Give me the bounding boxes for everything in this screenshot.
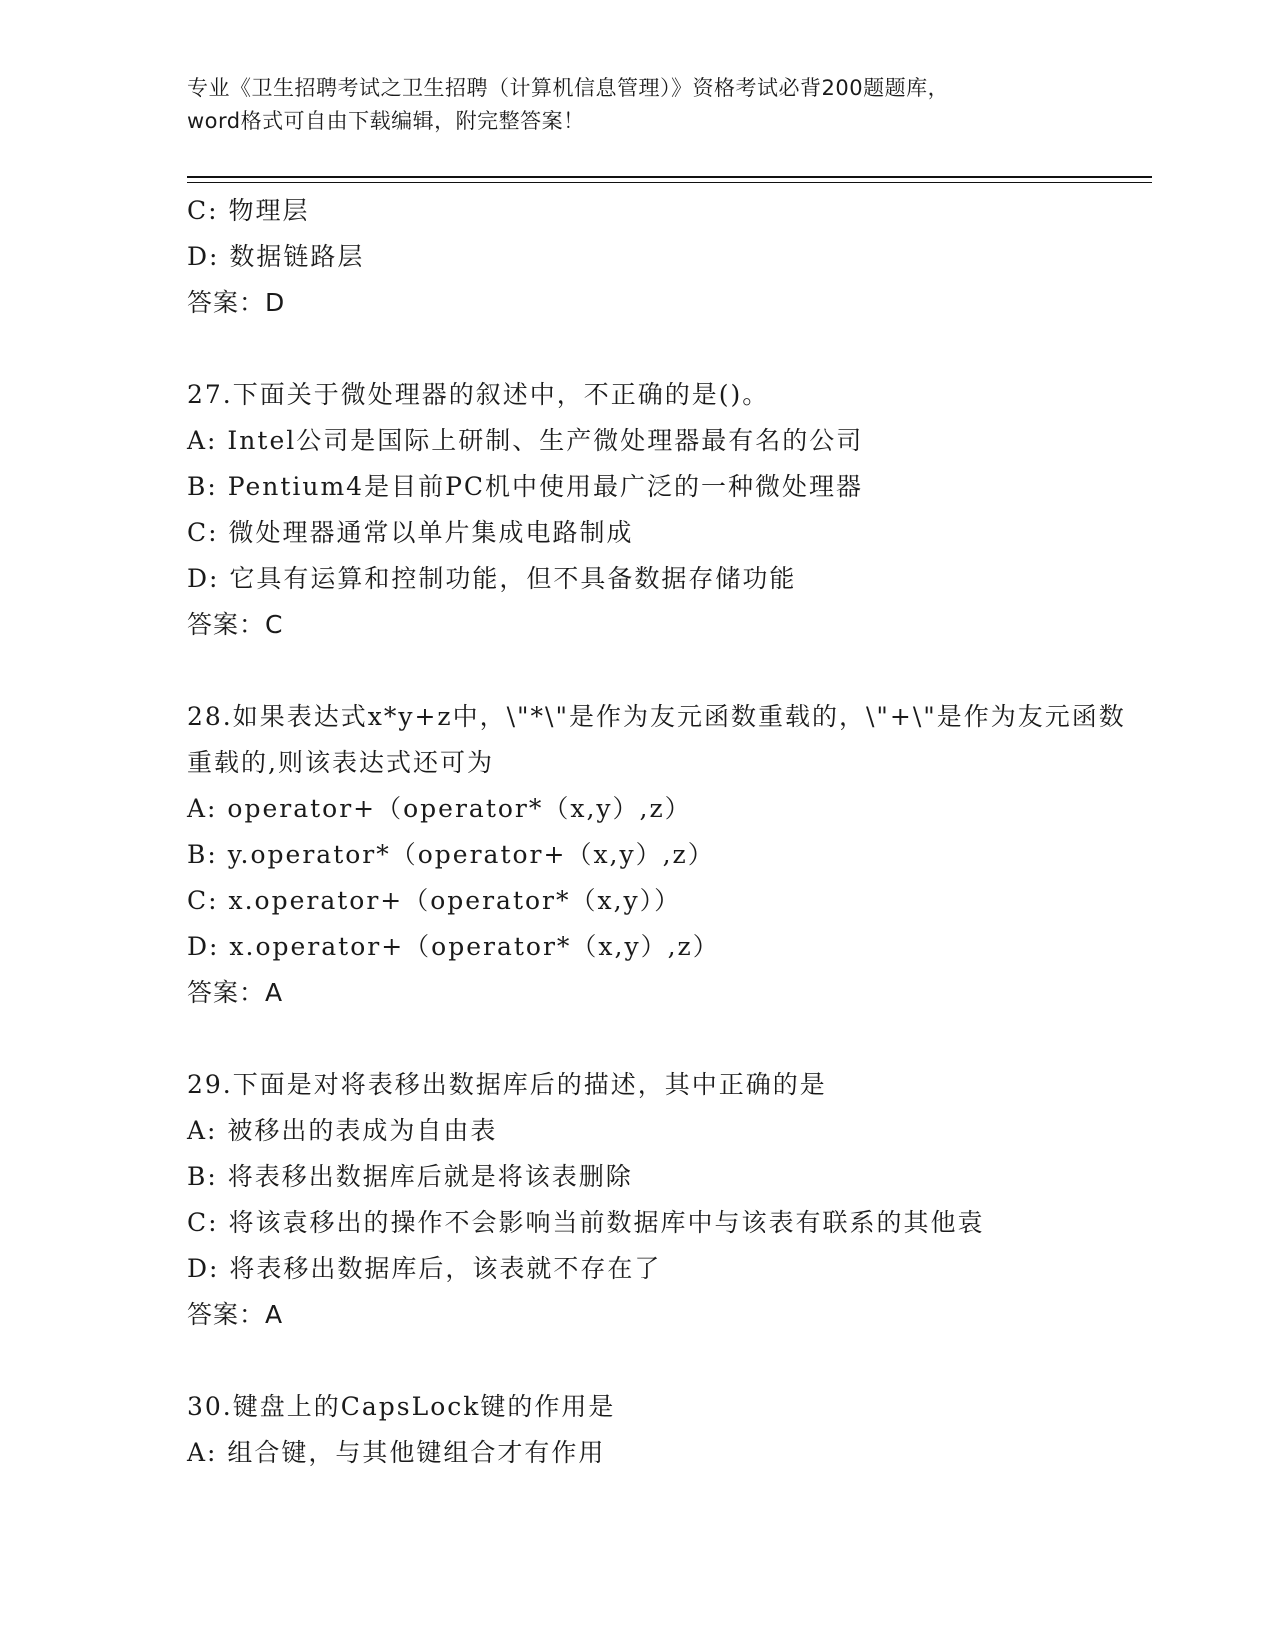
question-block-27: [187, 372, 1147, 648]
option-c: C: 微处理器通常以单片集成电路制成: [187, 518, 634, 547]
option-a: A: Intel公司是国际上研制、生产微处理器最有名的公司: [187, 426, 864, 455]
answer: 答案：A: [187, 978, 284, 1007]
question-list: [187, 188, 1147, 1476]
answer: 答案：A: [187, 1300, 284, 1329]
question-stem: 27.下面关于微处理器的叙述中，不正确的是()。: [187, 380, 770, 409]
question-stem: 29.下面是对将表移出数据库后的描述，其中正确的是: [187, 1070, 827, 1099]
header-line-2: word格式可自由下载编辑，附完整答案！: [187, 109, 585, 133]
question-stem: 28.如果表达式x*y+z中，\"*\"是作为友元函数重载的，\"+\"是作为友元函数重载的,则该表达式还可为: [187, 702, 1126, 777]
option-d: D: x.operator+（operator*（x,y）,z）: [187, 932, 720, 961]
header-line-1: 专业《卫生招聘考试之卫生招聘（计算机信息管理）》资格考试必背200题题库，: [187, 76, 950, 100]
spacer: [187, 1338, 1147, 1384]
option-d: D: 将表移出数据库后，该表就不存在了: [187, 1254, 662, 1283]
document-header: [187, 72, 1087, 138]
option-d: D: 它具有运算和控制功能，但不具备数据存储功能: [187, 564, 797, 593]
header-divider-thick: [187, 176, 1152, 178]
option-a: A: 被移出的表成为自由表: [187, 1116, 498, 1145]
spacer: [187, 1016, 1147, 1062]
question-block-28: [187, 694, 1147, 1016]
option-a: A: 组合键，与其他键组合才有作用: [187, 1438, 606, 1467]
option-a: A: operator+（operator*（x,y）,z）: [187, 794, 692, 823]
option-d: D: 数据链路层: [187, 242, 365, 271]
spacer: [187, 648, 1147, 694]
option-b: B: y.operator*（operator+（x,y）,z）: [187, 840, 715, 869]
option-b: B: Pentium4是目前PC机中使用最广泛的一种微处理器: [187, 472, 864, 501]
question-block-29: [187, 1062, 1147, 1338]
option-c: C: 将该袁移出的操作不会影响当前数据库中与该表有联系的其他袁: [187, 1208, 985, 1237]
spacer: [187, 326, 1147, 372]
header-divider-thin: [187, 182, 1152, 183]
answer: 答案：D: [187, 288, 286, 317]
question-block-26: [187, 188, 1147, 326]
option-c: C: x.operator+（operator*（x,y））: [187, 886, 682, 915]
question-block-30: [187, 1384, 1147, 1476]
option-c: C: 物理层: [187, 196, 310, 225]
answer: 答案：C: [187, 610, 284, 639]
option-b: B: 将表移出数据库后就是将该表删除: [187, 1162, 633, 1191]
question-stem: 30.键盘上的CapsLock键的作用是: [187, 1392, 616, 1421]
